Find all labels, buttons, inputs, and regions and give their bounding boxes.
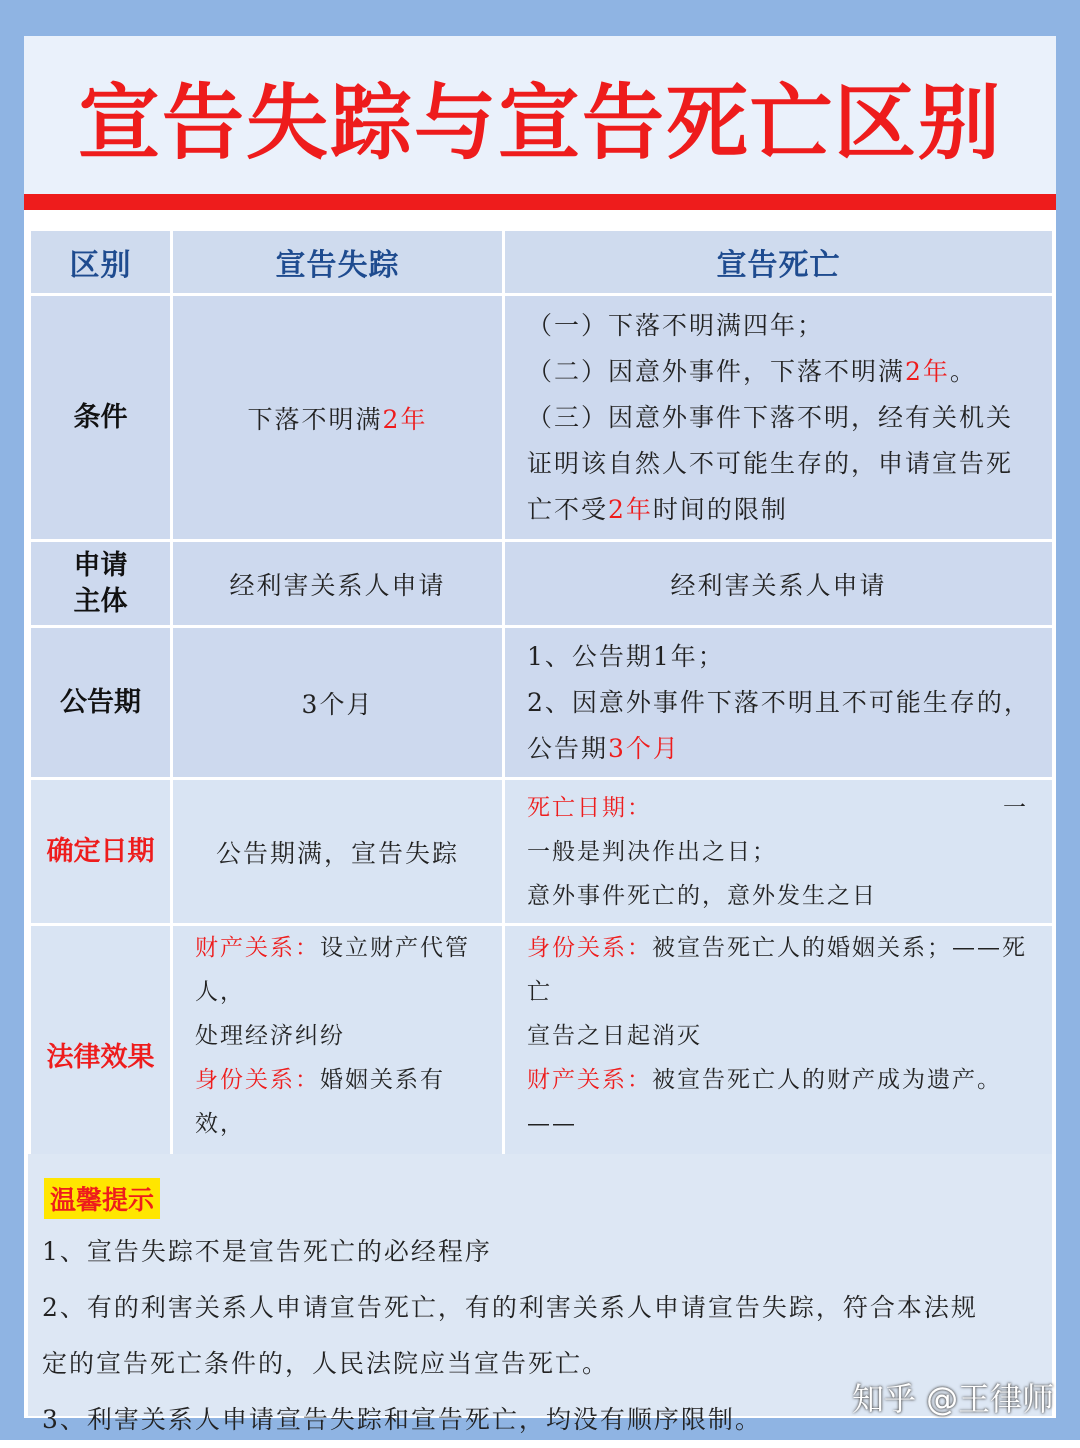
text-line: （二）因意外事件，下落不明满2年。 bbox=[527, 356, 977, 386]
text-line: 身份关系：婚姻关系有效， bbox=[195, 1067, 445, 1137]
table-row-condition bbox=[30, 295, 1054, 541]
cell-applicant-missing: 经利害关系人申请 bbox=[172, 541, 504, 627]
cell-notice-missing: 3个月 bbox=[172, 627, 504, 779]
cell-date-missing: 公告期满，宣告失踪 bbox=[172, 779, 504, 925]
text-line: （三）因意外事件下落不明，经有关机关 bbox=[527, 402, 1014, 432]
cell-applicant-death: 经利害关系人申请 bbox=[504, 541, 1054, 627]
title-divider bbox=[24, 194, 1056, 210]
text-line: 处理经济纠纷 bbox=[195, 1023, 345, 1049]
cell-condition-death bbox=[504, 295, 1054, 541]
cell-effect-death bbox=[504, 925, 1054, 1192]
text-line: 证明该自然人不可能生存的，申请宣告死 bbox=[527, 448, 1014, 478]
text-line: （一）下落不明满四年； bbox=[527, 310, 825, 340]
tip-item-2-line2: 定的宣告死亡条件的，人民法院应当宣告死亡。 bbox=[42, 1349, 610, 1378]
table-header-row bbox=[30, 230, 1054, 295]
header-cell-missing: 宣告失踪 bbox=[172, 230, 504, 295]
table-row-effect bbox=[30, 925, 1054, 1192]
text-line: 公告期3个月 bbox=[527, 733, 680, 763]
text-line: 亡不受2年时间的限制 bbox=[527, 494, 788, 524]
row-label-applicant: 申请 主体 bbox=[30, 541, 172, 627]
text-line: 意外事件死亡的，意外发生之日 bbox=[527, 882, 877, 909]
text-line: 财产关系：被宣告死亡人的财产成为遗产。—— bbox=[527, 1067, 1002, 1137]
title-band bbox=[24, 36, 1056, 194]
comparison-table bbox=[28, 228, 1055, 1193]
page-title: 宣告失踪与宣告死亡区别 bbox=[77, 76, 1002, 171]
cell-condition-missing: 下落不明满2年 bbox=[172, 295, 504, 541]
cell-effect-missing bbox=[172, 925, 504, 1192]
tip-item-3: 3、利害关系人申请宣告失踪和宣告死亡，均没有顺序限制。 bbox=[42, 1405, 762, 1434]
table-row-date bbox=[30, 779, 1054, 925]
cell-notice-death bbox=[504, 627, 1054, 779]
table-row-applicant bbox=[30, 541, 1054, 627]
document-sheet bbox=[24, 36, 1056, 1434]
text-line: 身份关系：被宣告死亡人的婚姻关系；——死亡 bbox=[527, 935, 1027, 1005]
text-line: 财产关系：设立财产代管人， bbox=[195, 935, 470, 1005]
row-label-date: 确定日期 bbox=[30, 779, 172, 925]
text-line: 死亡日期： 一 bbox=[527, 794, 1028, 821]
tip-item-2-line1: 2、有的利害关系人申请宣告死亡，有的利害关系人申请宣告失踪，符合本法规 bbox=[42, 1293, 978, 1322]
header-cell-death: 宣告死亡 bbox=[504, 230, 1054, 295]
row-label-effect: 法律效果 bbox=[30, 925, 172, 1192]
table-row-notice bbox=[30, 627, 1054, 779]
tips-tag: 温馨提示 bbox=[44, 1178, 160, 1219]
cell-date-death bbox=[504, 779, 1054, 925]
text-line: 2、因意外事件下落不明且不可能生存的， bbox=[527, 687, 1031, 717]
watermark: 知乎 @王律师 bbox=[852, 1380, 1055, 1418]
header-cell-difference: 区别 bbox=[30, 230, 172, 295]
text-line: 宣告之日起消灭 bbox=[527, 1023, 702, 1049]
row-label-notice: 公告期 bbox=[30, 627, 172, 779]
text-line: 1、公告期1年； bbox=[527, 641, 725, 671]
tip-item-1: 1、宣告失踪不是宣告死亡的必经程序 bbox=[42, 1237, 492, 1266]
text-line: 一般是判决作出之日； bbox=[527, 838, 777, 865]
row-label-condition: 条件 bbox=[30, 295, 172, 541]
